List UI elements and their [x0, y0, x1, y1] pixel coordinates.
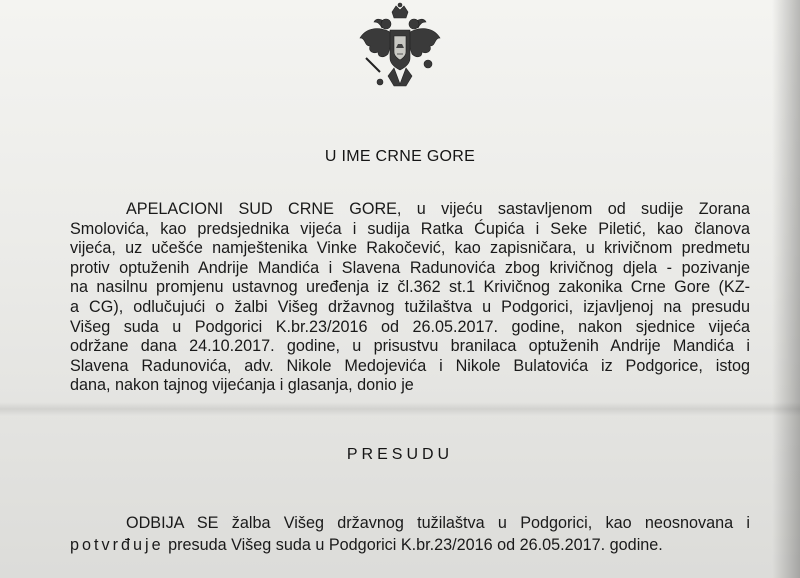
verdict-keyword: potvrđuje: [70, 536, 164, 554]
preamble-line: protiv optuženih Andrije Mandića i Slavena Radunovića zbog krivičnog djela - pozivanje: [70, 258, 750, 277]
verdict-line: ODBIJA SE žalba Višeg državnog tužilaštva u Podgorici, kao neosnovana i: [126, 514, 750, 532]
verdict-line-rest: presuda Višeg suda u Podgorici K.br.23/2016 od 26.05.2017. godine.: [163, 536, 663, 554]
preamble-line: Smolovića, kao predsjednika vijeća i sudija Ratka Ćupića i Seke Piletić, kao članova: [70, 219, 750, 238]
paper-edge-shadow: [772, 0, 800, 578]
preamble-line: a CG), odlučujući o žalbi Višeg državnog tužilaštva u Podgorici, izjavljenoj na presudu: [70, 297, 750, 316]
verdict-line-2: [70, 534, 750, 556]
preamble-line: vijeća, uz učešće namještenika Vinke Rakočević, kao zapisničara, u krivičnom predmetu: [70, 239, 750, 258]
heading-verdict: PRESUDU: [346, 446, 454, 463]
preamble-paragraph: [70, 200, 750, 396]
heading-in-name-of-montenegro: U IME CRNE GORE: [324, 148, 476, 165]
preamble-line: na nasilnu promjenu ustavnog uređenja iz čl.362 st.1 Krivičnog zakonika Crne Gore (KZ-: [70, 278, 750, 297]
verdict-paragraph: [70, 512, 750, 556]
preamble-line: Slavena Radunovića, adv. Nikole Medojevića i Nikole Bulatovića iz Podgorice, istog: [70, 356, 750, 375]
preamble-line: održane dana 24.10.2017. godine, u prisustvu branilaca optuženih Andrije Mandića i: [70, 337, 750, 356]
preamble-line: Višeg suda u Podgorici K.br.23/2016 od 26.05.2017. godine, nakon sjednice vijeća: [70, 317, 750, 336]
montenegro-double-headed-eagle-icon: [356, 2, 444, 94]
paper-fold: [0, 402, 800, 416]
preamble-line: dana, nakon tajnog vijećanja i glasanja, donio je: [70, 376, 414, 395]
preamble-line: APELACIONI SUD CRNE GORE, u vijeću sastavljenom od sudije Zorana: [126, 200, 750, 218]
